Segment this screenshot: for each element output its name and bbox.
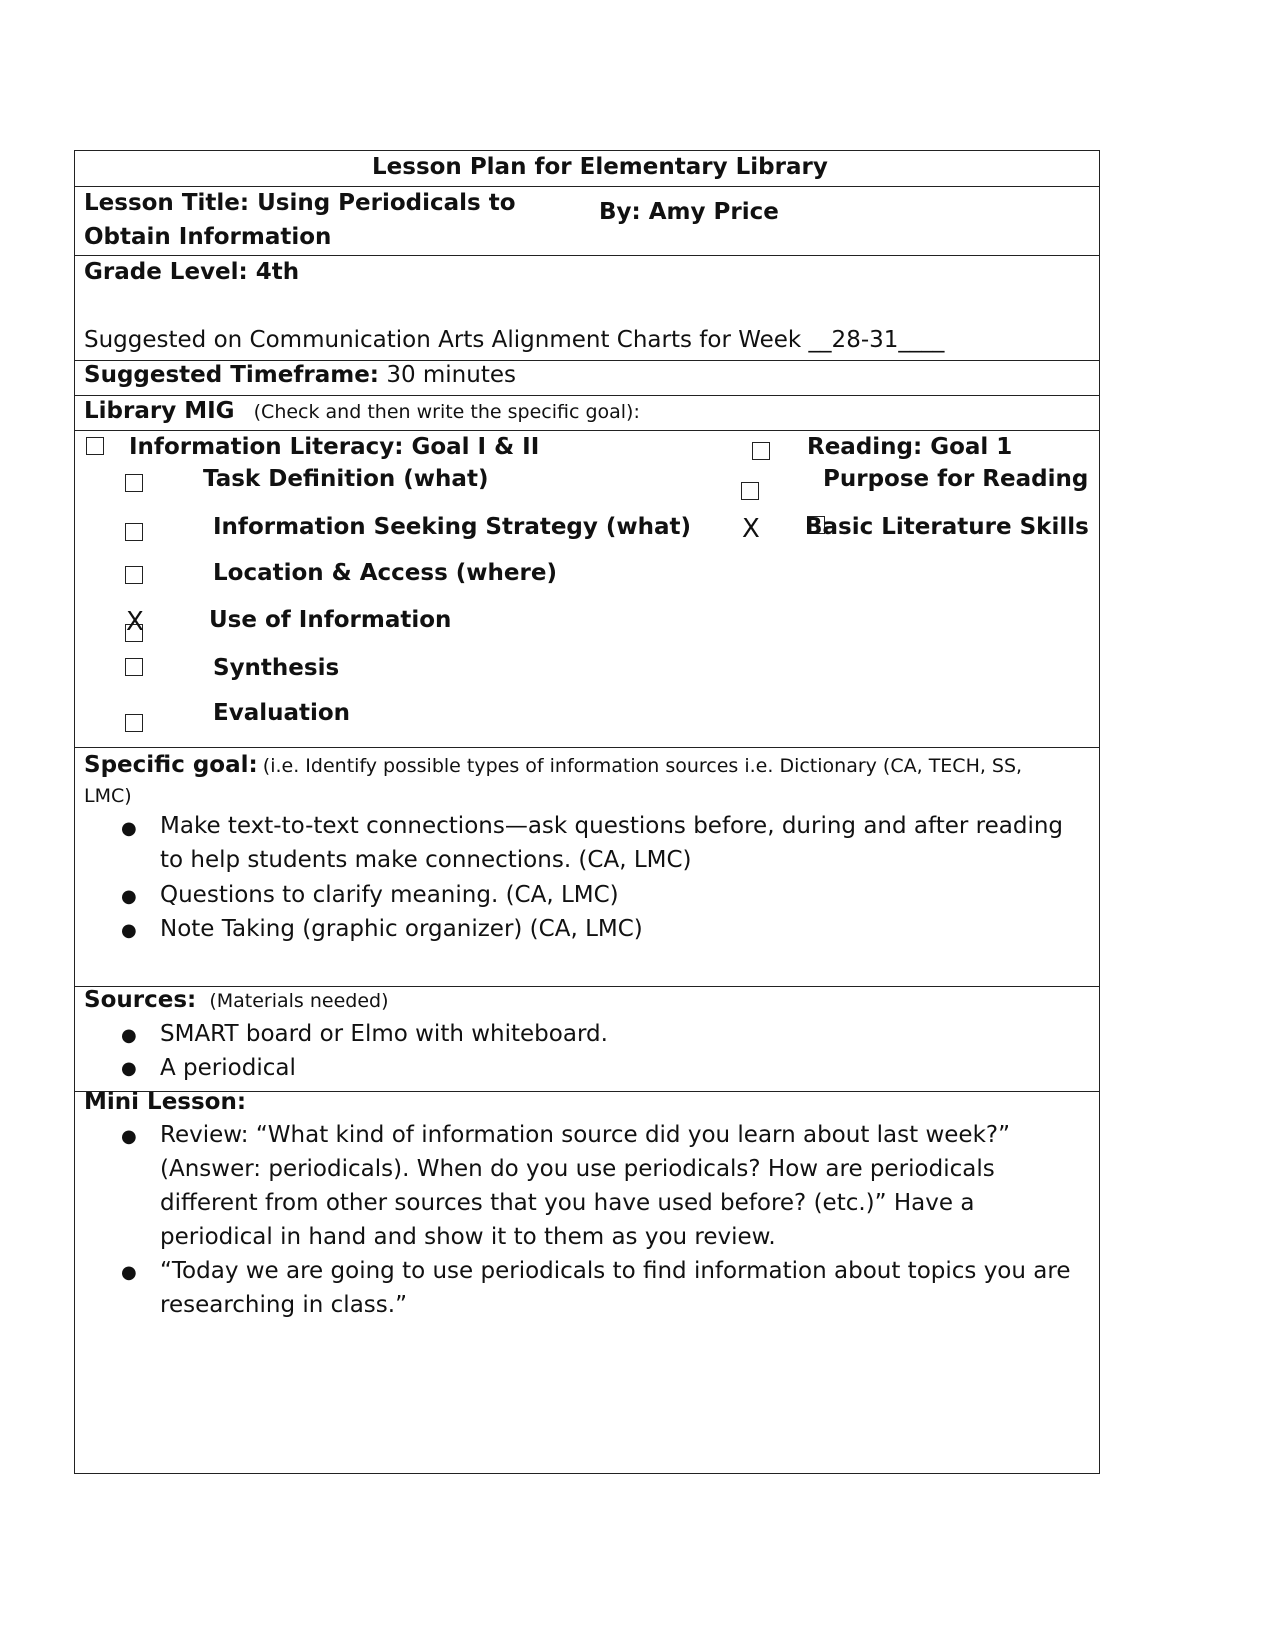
task-definition-checkbox[interactable] [125,474,143,492]
specific-goal-note-cont: LMC) [84,785,132,807]
page-title: Lesson Plan for Elementary Library [372,154,828,180]
synthesis-checkbox[interactable] [125,658,143,676]
bullet-icon: ● [121,920,137,941]
goal-bullet-1: Make text-to-text connections—ask questions before, during and after reading [160,813,1064,839]
mini-lesson-line: researching in class.” [160,1292,407,1318]
location-access-checkbox[interactable] [125,566,143,584]
evaluation-checkbox[interactable] [125,714,143,732]
timeframe-label: Suggested Timeframe: [84,362,379,388]
sources-note: (Materials needed) [209,990,389,1012]
info-seeking-checkbox[interactable] [125,523,143,541]
goal-bullet-1-cont: to help students make connections. (CA, LMC) [160,847,692,873]
bullet-icon: ● [121,1126,137,1147]
check-x-icon: X [126,607,144,637]
mini-lesson-line: different from other sources that you have used before? (etc.)” Have a [160,1190,975,1216]
library-mig [84,398,640,424]
row-divider [75,430,1099,431]
info-seeking-label: Information Seeking Strategy (what) [213,514,692,540]
synthesis-label: Synthesis [213,655,340,681]
goal-bullet-3: Note Taking (graphic organizer) (CA, LMC) [160,916,643,942]
bullet-icon: ● [121,886,137,907]
mig-note: (Check and then write the specific goal): [253,401,640,423]
grade-level: Grade Level: 4th [84,259,300,285]
mini-lesson-label: Mini Lesson: [84,1089,247,1115]
bullet-icon: ● [121,1058,137,1079]
info-literacy-checkbox[interactable] [86,437,104,455]
purpose-reading-checkbox[interactable] [741,482,759,500]
bullet-icon: ● [121,818,137,839]
lesson-title-line1: Lesson Title: Using Periodicals to [84,190,516,216]
source-item-2: A periodical [160,1055,296,1081]
bullet-icon: ● [121,1262,137,1283]
specific-goal-label: Specific goal: [84,752,258,778]
row-divider [75,186,1099,187]
use-of-information-label: Use of Information [209,607,452,633]
row-divider [75,747,1099,748]
basic-literature-label: Basic Literature Skills [805,514,1089,540]
purpose-reading-label: Purpose for Reading [823,466,1089,492]
row-divider [75,360,1099,361]
specific-goal [84,752,1022,778]
mig-label: Library MIG [84,398,235,424]
mini-lesson-line: “Today we are going to use periodicals to find information about topics you are [160,1258,1071,1284]
bullet-icon: ● [121,1025,137,1046]
mini-lesson-line: Review: “What kind of information source did you learn about last week?” [160,1122,1011,1148]
location-access-label: Location & Access (where) [213,560,557,586]
timeframe [84,362,516,388]
goal-bullet-2: Questions to clarify meaning. (CA, LMC) [160,882,619,908]
sources-label: Sources: [84,987,197,1013]
evaluation-label: Evaluation [213,700,351,726]
timeframe-value: 30 minutes [386,362,516,388]
row-divider [75,255,1099,256]
mini-lesson-line: periodical in hand and show it to them as you review. [160,1224,776,1250]
reading-heading: Reading: Goal 1 [807,434,1013,460]
reading-checkbox[interactable] [752,442,770,460]
row-divider [75,395,1099,396]
lesson-title-line2: Obtain Information [84,224,332,250]
specific-goal-note: (i.e. Identify possible types of information sources i.e. Dictionary (CA, TECH, SS, [262,755,1023,777]
check-x-icon: X [742,514,760,544]
info-literacy-heading: Information Literacy: Goal I & II [129,434,540,460]
mini-lesson-line: (Answer: periodicals). When do you use periodicals? How are periodicals [160,1156,995,1182]
task-definition-label: Task Definition (what) [203,466,489,492]
sources [84,987,389,1013]
author: By: Amy Price [599,199,779,225]
source-item-1: SMART board or Elmo with whiteboard. [160,1021,608,1047]
alignment-week: Suggested on Communication Arts Alignment Charts for Week __28-31____ [84,327,945,353]
